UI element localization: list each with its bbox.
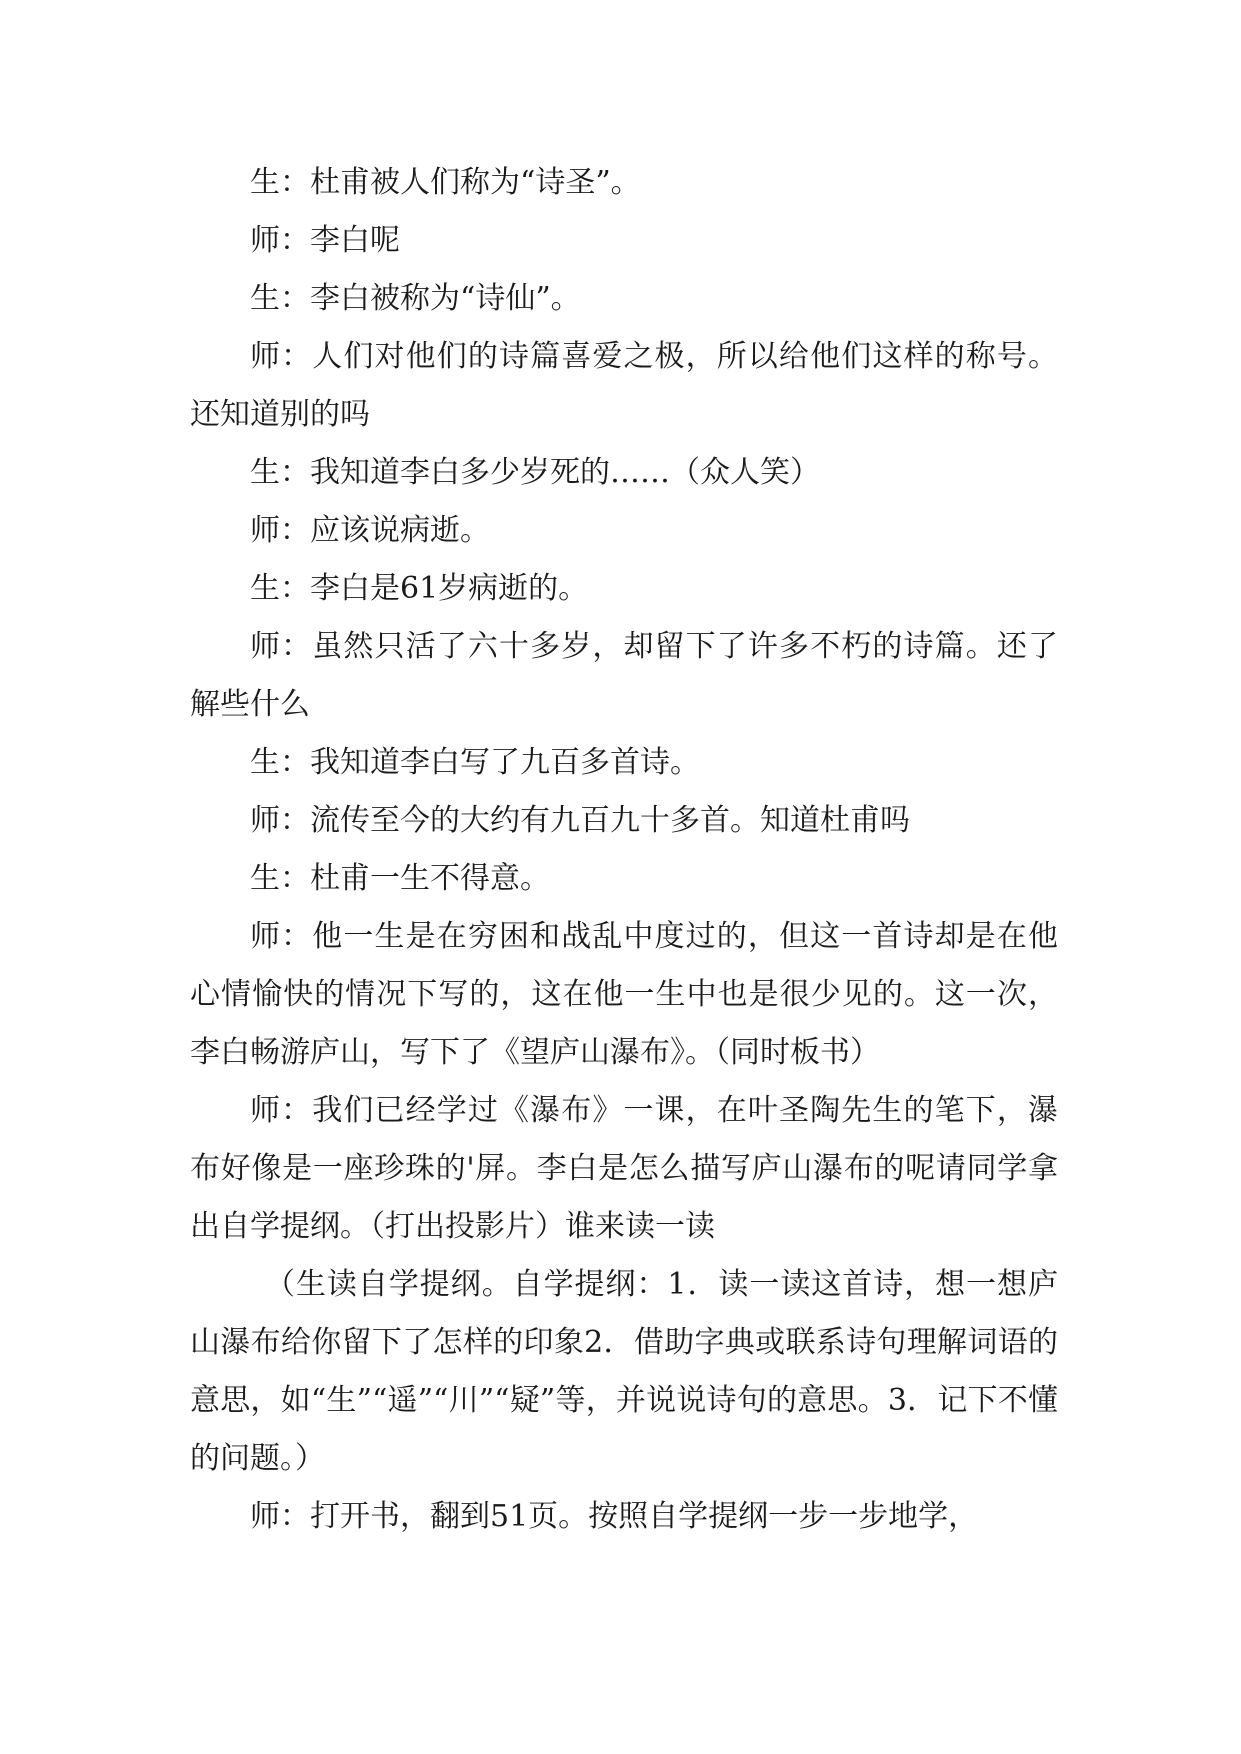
dialogue-paragraph: 师：李白呢 [250, 223, 400, 258]
dialogue-paragraph: 师：人们对他们的诗篇喜爱之极，所以给他们这样的称号。还知道别的吗 [190, 339, 1058, 432]
dialogue-paragraph: 师：流传至今的大约有九百九十多首。知道杜甫吗 [250, 803, 910, 838]
study-outline-paragraph: （生读自学提纲。自学提纲：1．读一读这首诗，想一想庐山瀑布给你留下了怎样的印象2．借助字典或联系诗句理解词语的意思，如“生”“遥”“川”“疑”等，并说说诗句的意思。3．记下不懂的问题。） [190, 1267, 1058, 1476]
dialogue-paragraph: 生：李白是61岁病逝的。 [250, 571, 589, 606]
dialogue-paragraph: 生：杜甫被人们称为“诗圣”。 [250, 165, 641, 200]
dialogue-paragraph: 生：我知道李白写了九百多首诗。 [250, 745, 700, 780]
dialogue-paragraph: 生：杜甫一生不得意。 [250, 861, 550, 896]
document-page [190, 154, 1058, 1546]
dialogue-paragraph: 师：虽然只活了六十多岁，却留下了许多不朽的诗篇。还了解些什么 [190, 629, 1058, 722]
dialogue-paragraph: 生：我知道李白多少岁死的……（众人笑） [250, 455, 820, 490]
dialogue-paragraph: 师：打开书，翻到51页。按照自学提纲一步一步地学， [250, 1499, 979, 1534]
dialogue-paragraph: 师：我们已经学过《瀑布》一课，在叶圣陶先生的笔下，瀑布好像是一座珍珠的'屏。李白是怎么描写庐山瀑布的呢请同学拿出自学提纲。（打出投影片）谁来读一读 [190, 1093, 1058, 1244]
dialogue-paragraph: 生：李白被称为“诗仙”。 [250, 281, 581, 316]
dialogue-paragraph: 师：他一生是在穷困和战乱中度过的，但这一首诗却是在他心情愉快的情况下写的，这在他一生中也是很少见的。这一次，李白畅游庐山，写下了《望庐山瀑布》。（同时板书） [190, 919, 1058, 1070]
dialogue-paragraph: 师：应该说病逝。 [250, 513, 490, 548]
